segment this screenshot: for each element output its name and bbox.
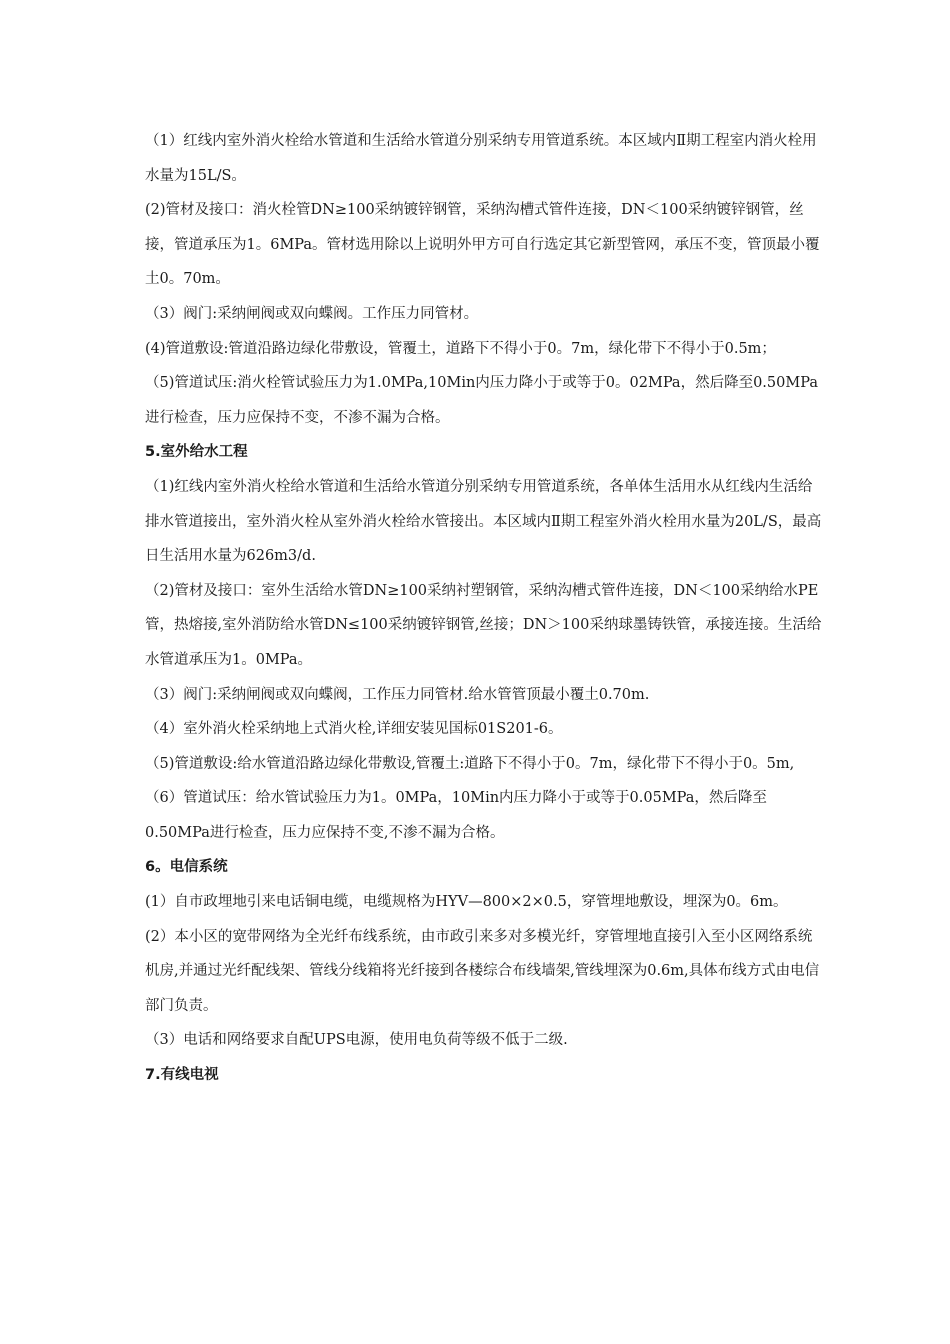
- paragraph-4: (4)管道敷设:管道沿路边绿化带敷设，管覆土，道路下不得小于0。7m，绿化带下不得小于0.5m；: [145, 340, 776, 357]
- paragraph-12: (1）自市政埋地引来电话铜电缆，电缆规格为HYV—800×2×0.5，穿管埋地敷设，埋深为0。6m。: [145, 894, 788, 911]
- paragraph-2: (2)管材及接口：消火栓管DN≥100采纳镀锌钢管，采纳沟槽式管件连接，DN＜100采纳镀锌钢管，丝接，管道承压为1。6MPa。管材选用除以上说明外甲方可自行选定其它新型管网，承压不变，管顶最小覆土0。70m。: [145, 202, 820, 288]
- section-heading-6: 6。电信系统: [145, 859, 228, 876]
- paragraph-1: （1）红线内室外消火栓给水管道和生活给水管道分别采纳专用管道系统。本区域内Ⅱ期工程室内消火栓用水量为15L/S。: [145, 133, 817, 184]
- paragraph-14: （3）电话和网络要求自配UPS电源，使用电负荷等级不低于二级.: [145, 1032, 568, 1049]
- paragraph-7: （2)管材及接口：室外生活给水管DN≥100采纳衬塑钢管，采纳沟槽式管件连接，DN＜100采纳给水PE管，热熔接,室外消防给水管DN≤100采纳镀锌钢管,丝接；DN＞100采纳球墨铸铁管，承接连接。生活给水管道承压为1。0MPa。: [145, 582, 822, 668]
- document-body: [145, 124, 825, 1093]
- paragraph-11: （6）管道试压：给水管试验压力为1。0MPa，10Min内压力降小于或等于0.05MPa，然后降至0.50MPa进行检查，压力应保持不变,不渗不漏为合格。: [145, 790, 767, 841]
- paragraph-6: （1)红线内室外消火栓给水管道和生活给水管道分别采纳专用管道系统，各单体生活用水从红线内生活给排水管道接出，室外消火栓从室外消火栓给水管接出。本区域内Ⅱ期工程室外消火栓用水量为20L/S，最高日生活用水量为626m3/d.: [145, 478, 822, 565]
- section-heading-5: 5.室外给水工程: [145, 444, 248, 461]
- section-heading-7: 7.有线电视: [145, 1067, 219, 1084]
- paragraph-9: （4）室外消火栓采纳地上式消火栓,详细安装见国标01S201-6。: [145, 721, 563, 738]
- paragraph-5: （5)管道试压:消火栓管试验压力为1.0MPa,10Min内压力降小于或等于0。02MPa，然后降至0.50MPa进行检查，压力应保持不变，不渗不漏为合格。: [145, 375, 818, 426]
- paragraph-8: （3）阀门:采纳闸阀或双向蝶阀，工作压力同管材.给水管管顶最小覆土0.70m.: [145, 686, 650, 703]
- paragraph-3: （3）阀门:采纳闸阀或双向蝶阀。工作压力同管材。: [145, 305, 479, 322]
- paragraph-13: (2）本小区的宽带网络为全光纤布线系统，由市政引来多对多模光纤，穿管埋地直接引入至小区网络系统机房,并通过光纤配线架、管线分线箱将光纤接到各楼综合布线墙架,管线埋深为0.6m,具体布线方式由电信部门负责。: [145, 928, 820, 1014]
- paragraph-10: （5)管道敷设:给水管道沿路边绿化带敷设,管覆土:道路下不得小于0。7m，绿化带下不得小于0。5m,: [145, 755, 795, 772]
